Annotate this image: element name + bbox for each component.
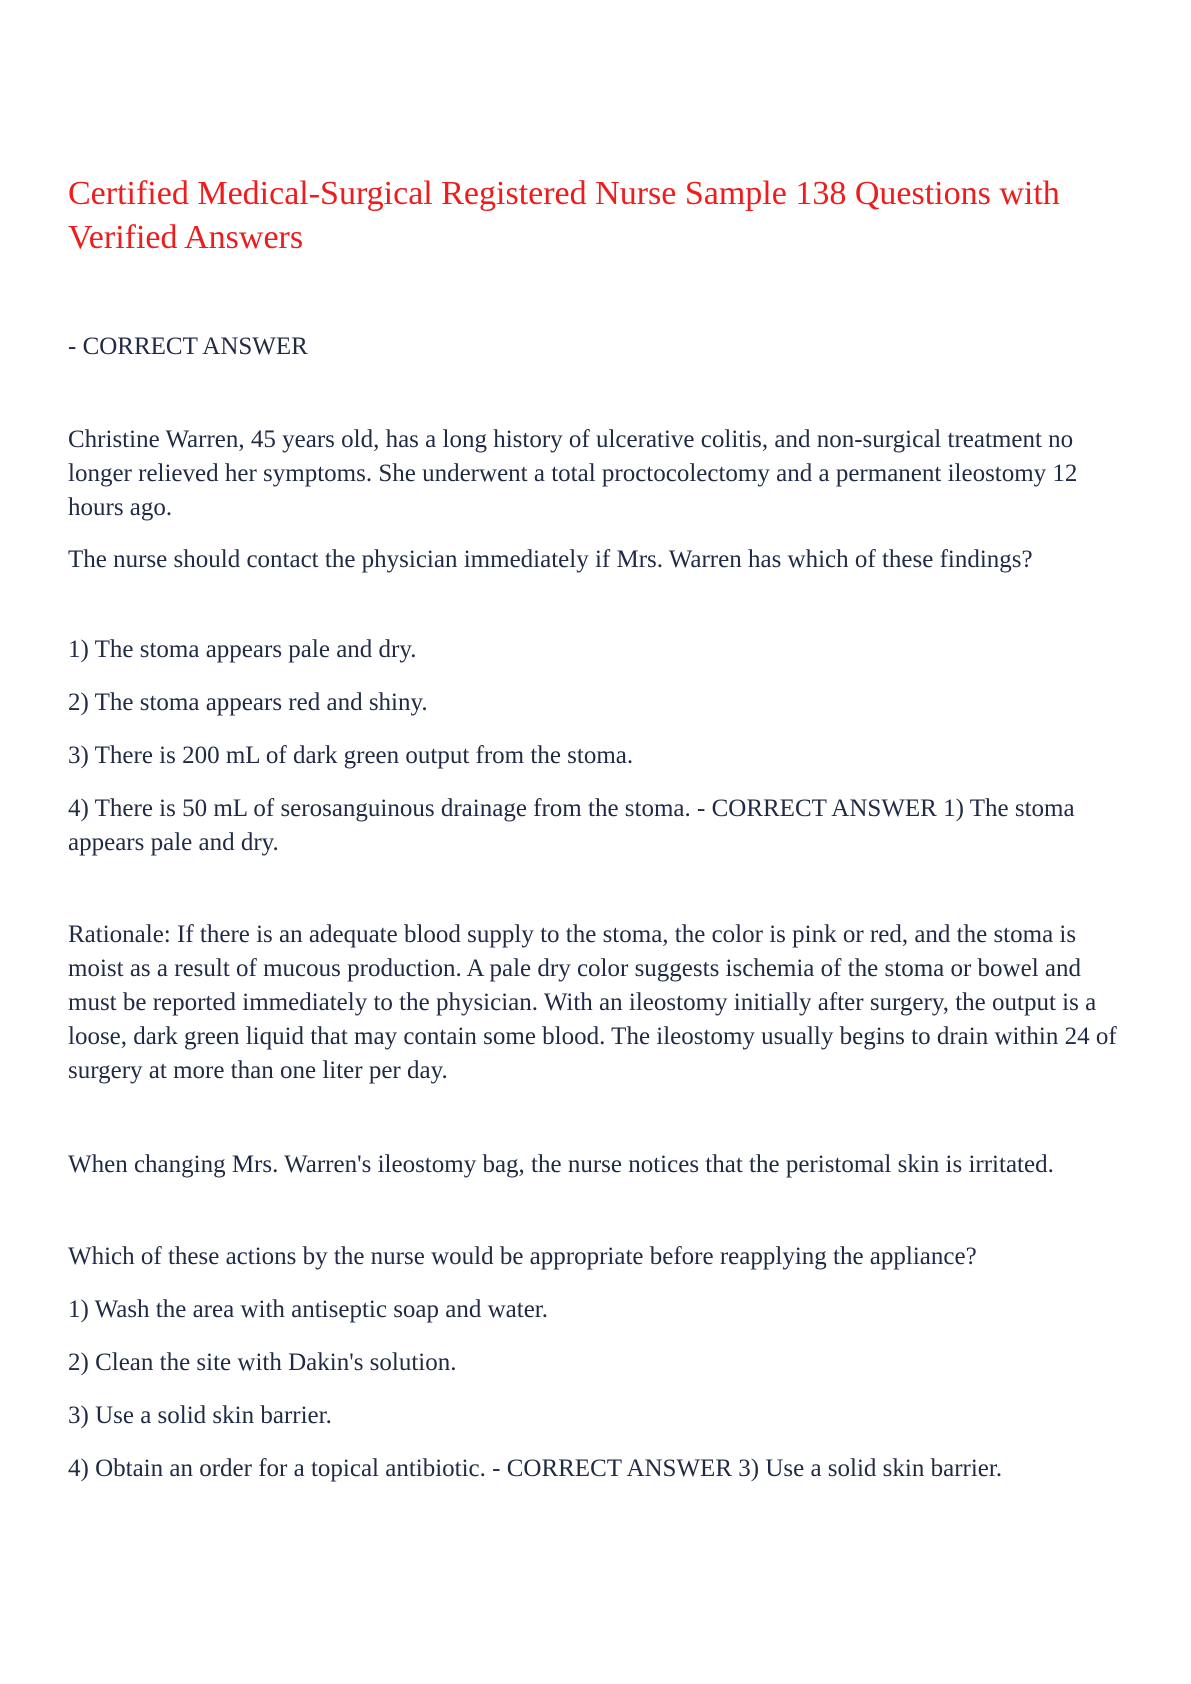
question1-option-2: 2) The stoma appears red and shiny. bbox=[68, 689, 428, 716]
question1-prompt: The nurse should contact the physician immediately if Mrs. Warren has which of these findings? bbox=[68, 546, 1033, 573]
question2-prompt: Which of these actions by the nurse would be appropriate before reapplying the appliance? bbox=[68, 1243, 977, 1270]
question1-rationale: Rationale: If there is an adequate blood supply to the stoma, the color is pink or red, and the stoma is moist as a result of mucous production. A pale dry color suggests ischemia of the stoma or bowel and must be reported immediately to the physician. With an ileostomy initially after surgery, the output is a loose, dark green liquid that may contain some blood. The ileostomy usually begins to drain within 24 of surgery at more than one liter per day. bbox=[68, 921, 1117, 1084]
document-content bbox=[68, 172, 1128, 1486]
question2-option-4: 4) Obtain an order for a topical antibiotic. - CORRECT ANSWER 3) Use a solid skin barrier. bbox=[68, 1455, 1003, 1482]
question1-option-3: 3) There is 200 mL of dark green output from the stoma. bbox=[68, 742, 634, 769]
question2-option-2: 2) Clean the site with Dakin's solution. bbox=[68, 1349, 457, 1376]
question1-option-1: 1) The stoma appears pale and dry. bbox=[68, 636, 417, 663]
document-title: Certified Medical-Surgical Registered Nurse Sample 138 Questions with Verified Answers bbox=[68, 175, 1060, 256]
question1-option-4: 4) There is 50 mL of serosanguinous drainage from the stoma. - CORRECT ANSWER 1) The stoma appears pale and dry. bbox=[68, 795, 1075, 856]
correct-answer-heading: - CORRECT ANSWER bbox=[68, 333, 308, 360]
question2-option-3: 3) Use a solid skin barrier. bbox=[68, 1402, 332, 1429]
question2-option-1: 1) Wash the area with antiseptic soap and water. bbox=[68, 1296, 549, 1323]
question1-scenario: Christine Warren, 45 years old, has a long history of ulcerative colitis, and non-surgical treatment no longer relieved her symptoms. She underwent a total proctocolectomy and a permanent ileostomy 12 hours ago. bbox=[68, 426, 1078, 521]
question2-scenario: When changing Mrs. Warren's ileostomy bag, the nurse notices that the peristomal skin is irritated. bbox=[68, 1151, 1054, 1178]
